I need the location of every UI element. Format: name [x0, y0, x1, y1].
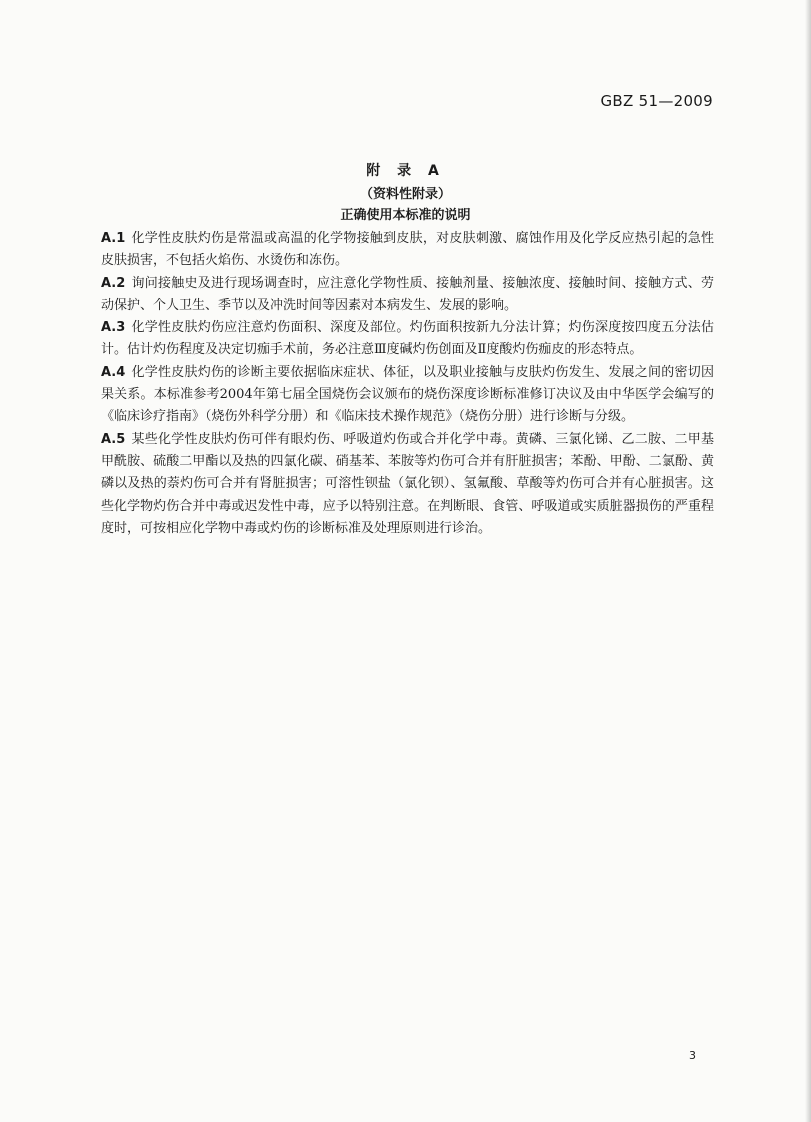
- clause-text: 某些化学性皮肤灼伤可伴有眼灼伤、呼吸道灼伤或合并化学中毒。黄磷、三氯化锑、乙二胺、二甲基甲酰胺、硫酸二甲酯以及热的四氯化碳、硝基苯、苯胺等灼伤可合并有肝脏损害；苯酚、甲酚、二氯酚、黄磷以及热的萘灼伤可合并有肾脏损害；可溶性钡盐（氯化钡）、氢氟酸、草酸等灼伤可合并有心脏损害。这些化学物灼伤合并中毒或迟发性中毒，应予以特别注意。在判断眼、食管、呼吸道或实质脏器损伤的严重程度时，可按相应化学物中毒或灼伤的诊断标准及处理原则进行诊治。: [101, 431, 714, 536]
- clause-number: A.5: [101, 431, 126, 447]
- clause-a3: [101, 317, 714, 362]
- standard-code: GBZ 51—2009: [600, 92, 713, 110]
- annex-title: 附 录 A: [366, 163, 445, 179]
- clause-text: 询问接触史及进行现场调查时，应注意化学物性质、接触剂量、接触浓度、接触时间、接触方式、劳动保护、个人卫生、季节以及冲洗时间等因素对本病发生、发展的影响。: [101, 275, 714, 313]
- clause-a2: [101, 273, 714, 318]
- clause-number: A.2: [101, 275, 126, 291]
- annex-type: （资料性附录）: [359, 187, 451, 202]
- annex-body: [101, 228, 714, 540]
- clause-text: 化学性皮肤灼伤的诊断主要依据临床症状、体征，以及职业接触与皮肤灼伤发生、发展之间的密切因果关系。本标准参考2004年第七届全国烧伤会议颁布的烧伤深度诊断标准修订决议及由中华医学会编写的《临床诊疗指南》（烧伤外科学分册）和《临床技术操作规范》（烧伤分册）进行诊断与分级。: [101, 364, 714, 425]
- clause-a1: [101, 228, 714, 273]
- clause-number: A.4: [101, 364, 126, 380]
- clause-a4: [101, 362, 714, 429]
- clause-a5: [101, 429, 714, 540]
- clause-number: A.1: [101, 231, 126, 246]
- clause-text: 化学性皮肤灼伤是常温或高温的化学物接触到皮肤，对皮肤刺激、腐蚀作用及化学反应热引起的急性皮肤损害，不包括火焰伤、水烫伤和冻伤。: [101, 231, 714, 269]
- clause-text: 化学性皮肤灼伤应注意灼伤面积、深度及部位。灼伤面积按新九分法计算；灼伤深度按四度五分法估计。估计灼伤程度及决定切痂手术前，务必注意Ⅲ度碱灼伤创面及Ⅱ度酸灼伤痂皮的形态特点。: [101, 320, 714, 358]
- annex-subtitle: 正确使用本标准的说明: [340, 208, 471, 223]
- clause-number: A.3: [101, 320, 126, 336]
- page-number: 3: [689, 1049, 696, 1062]
